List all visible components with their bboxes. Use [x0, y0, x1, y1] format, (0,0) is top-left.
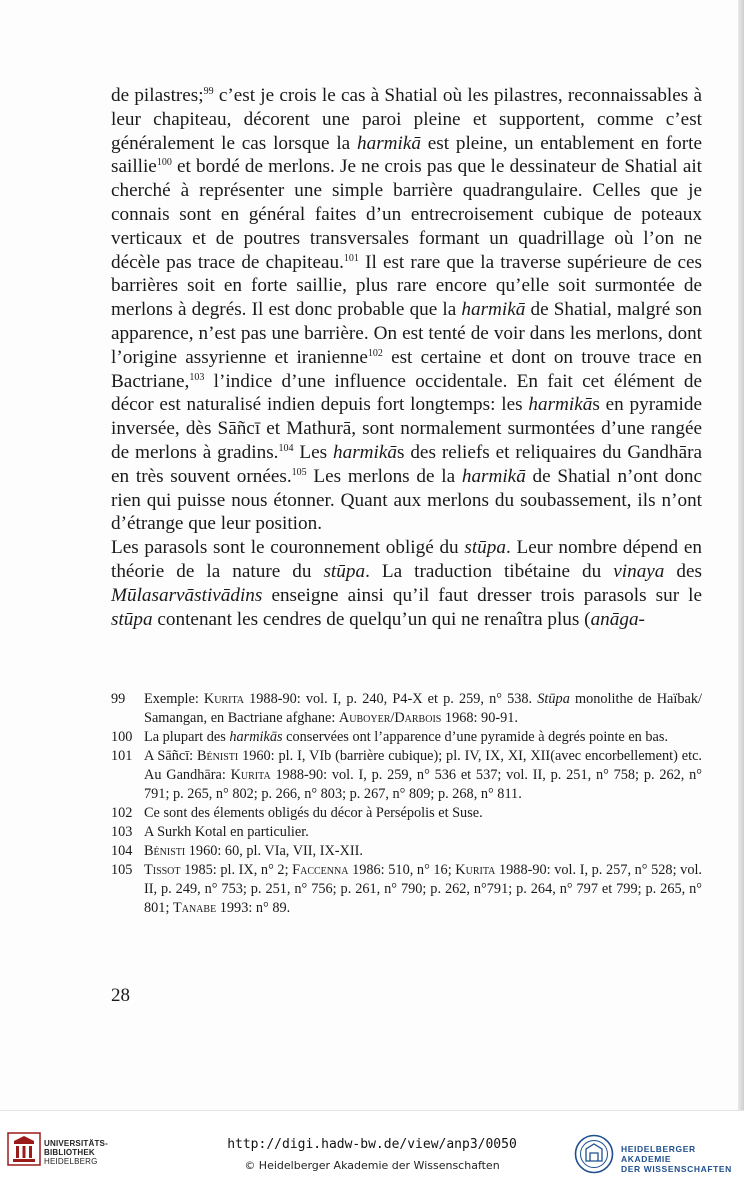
text-run: Les [293, 441, 333, 463]
footnote-text [144, 861, 702, 918]
term-italic: stūpa [464, 537, 506, 559]
text-run: est certaine et dont on trouve trace en Bactriane, [111, 346, 702, 392]
footnote-number: 100 [111, 729, 133, 745]
footnote-ref-105: 105 [291, 466, 307, 478]
text-run: 1988-90: vol. I, p. 259, n° 536 et 537; vol. II, p. 251, n° 758; p. 262, n° 791; p. 265, n° 802; p. 266, n° 803; p. 267, n° 809; p. 268, n° 811. [144, 767, 702, 802]
footnote-100 [111, 728, 702, 747]
page-number: 28 [111, 985, 130, 1006]
term-italic: harmikā [357, 132, 421, 154]
text-run: de Shatial n’ont donc rien qui puisse nous étonner. Quant aux merlons du soubassement, ils n’ont d’étrange que leur position. [111, 465, 702, 535]
footnote-number: 104 [111, 843, 133, 859]
text-run: Il est rare que la traverse supérieure de ces barrières soit en forte saillie, plus rare encore qu’elle soit surmontée de merlons à degrés. Il est donc probable que la [111, 251, 702, 321]
footnote-number: 99 [111, 691, 126, 707]
viewer-footer [0, 1110, 744, 1180]
footnote-105 [111, 861, 702, 918]
text-run: Les parasols sont le couronnement obligé du [111, 537, 465, 559]
text-run: s en pyramide inversée, dès Sāñcī et Mathurā, sont normalement surmontées d’une rangée de merlons à gradins. [111, 394, 702, 463]
footnote-text [144, 728, 702, 747]
term-italic: harmikā [461, 465, 526, 487]
text-run: de Shatial, malgré son apparence, n’est pas une barrière. On est tenté de voir dans les merlons, dont l’origine assyrienne et iranienne [111, 299, 703, 368]
term-italic: harmikā [333, 441, 397, 463]
footnote-ref-99: 99 [203, 86, 214, 97]
author-name: Tissot [144, 862, 181, 878]
text-run: La plupart des [144, 729, 230, 745]
text-run: 1986: 510, n° 16; [348, 862, 456, 878]
term-italic: vinaya [613, 560, 665, 582]
author-name: Kurita [455, 862, 496, 878]
text-run: c’est je crois le cas à Shatial où les pilastres, reconnaissables à leur chapiteau, décorent une paroi pleine et supportent, comme c’est généralement le cas lorsque la [111, 85, 702, 154]
author-name: Bénisti [197, 748, 239, 764]
author-name: Bénisti [144, 843, 186, 859]
footnote-number: 105 [111, 862, 133, 878]
text-run: 1985: pl. IX, n° 2; [180, 862, 293, 878]
footnote-text [144, 690, 702, 728]
author-name: Kurita [203, 691, 244, 707]
text-run: contenant les cendres de quelqu’un qui ne renaîtra plus ( [152, 608, 591, 630]
author-name: Kurita [230, 767, 271, 783]
footnotes [111, 690, 702, 918]
text-run: Ce sont des élements obligés du décor à Persépolis et Suse. [144, 805, 483, 821]
term-italic: harmikā [528, 394, 593, 416]
text-run: de pilastres; [111, 85, 204, 106]
text-run: 1960: pl. I, VIb (barrière cubique); pl. IV, IX, XI, XII(avec encorbellement) etc. Au Gandhāra: [144, 748, 702, 783]
text-run: 1960: 60, pl. VIa, VII, IX-XII. [185, 843, 363, 859]
term-italic: stūpa [111, 608, 153, 630]
page-edge-shadow [738, 0, 744, 1110]
footnote-ref-102: 102 [367, 347, 383, 359]
text-run: 1988-90: vol. I, p. 257, n° 528; vol. II, p. 249, n° 753; p. 251, n° 756; p. 261, n° 790; p. 262, n°791; p. 264, n° 797 et 799; p. 265, n° 801; [144, 862, 703, 916]
text-run: enseigne ainsi qu’il faut dresser trois parasols sur le [262, 584, 702, 606]
paragraph-1 [111, 84, 702, 536]
text-run: . La traduction tibétaine du [365, 560, 614, 582]
academy-line-2: DER WISSENSCHAFTEN [621, 1164, 732, 1174]
academy-line-1: HEIDELBERGER AKADEMIE [621, 1144, 696, 1164]
term-italic: harmikā [461, 299, 526, 321]
footnote-ref-103: 103 [189, 371, 205, 383]
footnote-ref-100: 100 [156, 157, 172, 169]
text-run: monolithe de Haïbak/ Samangan, en Bactriane afghane: [144, 691, 702, 726]
ub-line-1: UNIVERSITÄTS- [44, 1139, 108, 1148]
author-name: Auboyer/Darbois [338, 710, 442, 726]
text-run: Exemple: [144, 691, 204, 707]
ub-line-3: HEIDELBERG [44, 1157, 98, 1166]
permalink-url[interactable]: http://digi.hadw-bw.de/view/anp3/0050 [227, 1137, 517, 1152]
author-name: Faccenna [292, 862, 349, 878]
term-italic: Mūlasarvāstivādins [111, 584, 263, 606]
footnote-text [144, 823, 702, 842]
footnote-text [144, 747, 702, 804]
ub-line-2: BIBLIOTHEK [44, 1148, 95, 1157]
text-run: A Sāñcī: [144, 748, 198, 764]
footnote-text [144, 842, 702, 861]
footnote-text [144, 804, 702, 823]
footnote-number: 101 [111, 748, 133, 764]
text-run: conservées ont l’apparence d’une pyramide à degrés pointe en bas. [282, 729, 669, 745]
academy-name [621, 1144, 744, 1174]
footnote-103 [111, 823, 702, 842]
footnote-ref-101: 101 [343, 252, 359, 264]
text-run: . Leur nombre dépend en théorie de la nature du [111, 537, 702, 582]
footnote-102 [111, 804, 702, 823]
text-run: et bordé de merlons. Je ne crois pas que le dessinateur de Shatial ait cherché à représenter une simple barrière quadrangulaire. Celles que je connais sont en général faites d’un entrecroisement cubique de poteaux verticaux et de poutres transversales formant un quadrillage où l’on ne décèle pas trace de chapiteau. [111, 156, 702, 273]
text-run: des [664, 560, 703, 582]
footnote-number: 102 [111, 805, 133, 821]
term-italic: anāga- [590, 608, 645, 630]
text-run: l’indice d’une influence occidentale. En fait cet élément de décor est naturalisé indien depuis fort longtemps: les [111, 370, 702, 416]
copyright-notice: © Heidelberger Akademie der Wissenschaften [244, 1159, 500, 1172]
text-run: Les merlons de la [306, 465, 462, 487]
paragraph-2 [111, 536, 702, 631]
footnote-number: 103 [111, 824, 133, 840]
text-run: s des reliefs et reliquaires du Gandhāra en très souvent ornées. [111, 441, 702, 487]
text-run: est pleine, un entablement en forte saillie [111, 132, 702, 178]
text-run: 1993: n° 89. [216, 900, 291, 916]
text-run: A Surkh Kotal en particulier. [144, 824, 309, 840]
academy-logo-icon[interactable] [574, 1134, 614, 1174]
term-italic: Stūpa [537, 691, 570, 707]
footnote-101 [111, 747, 702, 804]
author-name: Tanabe [173, 900, 217, 916]
main-text [111, 84, 702, 631]
footnote-99 [111, 690, 702, 728]
term-italic: stūpa [323, 560, 366, 582]
footnote-104 [111, 842, 702, 861]
footnote-ref-104: 104 [278, 442, 294, 454]
text-run: 1988-90: vol. I, p. 240, P4-X et p. 259, n° 538. [244, 691, 538, 707]
term-italic: harmikās [229, 729, 283, 745]
text-run: 1968: 90-91. [441, 710, 518, 726]
